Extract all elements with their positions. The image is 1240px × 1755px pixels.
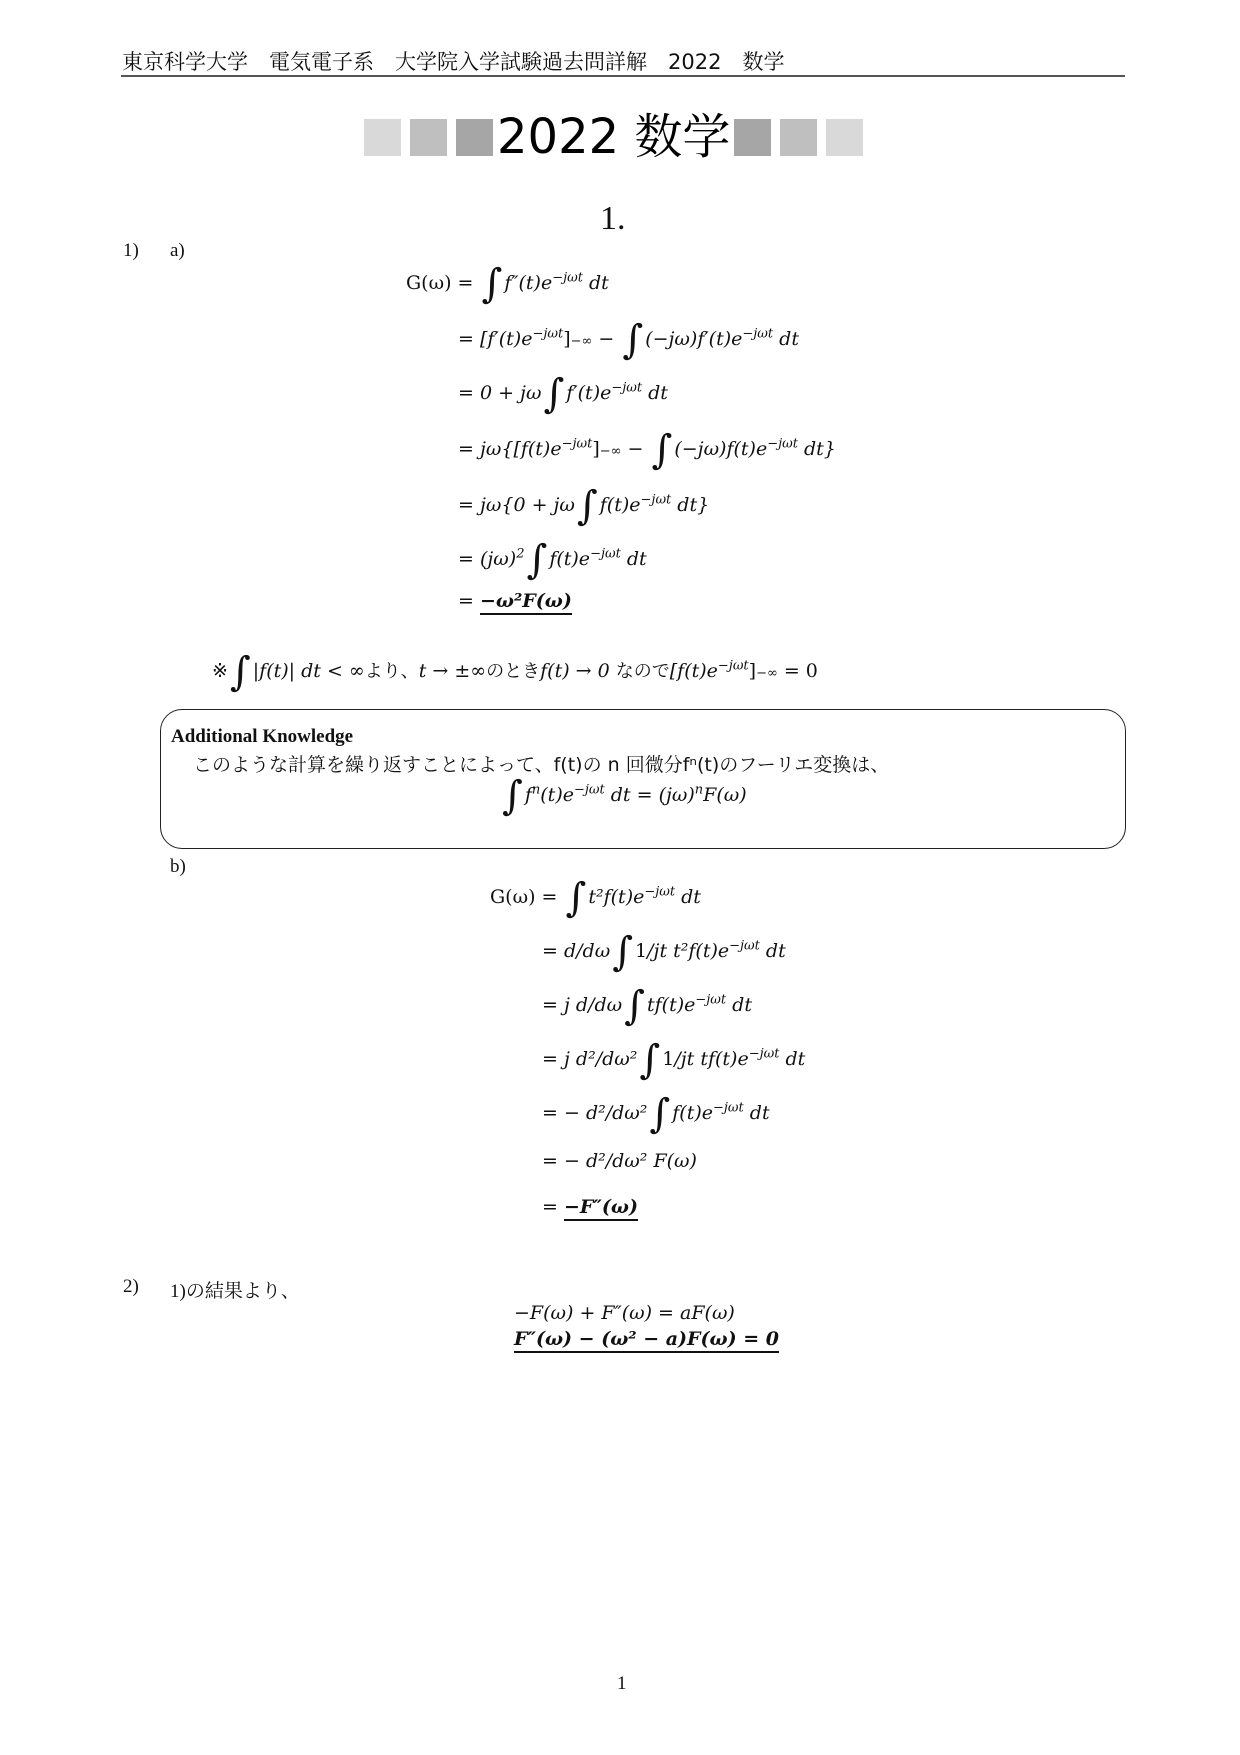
note-line	[212, 649, 818, 695]
differential: dt}	[797, 438, 836, 460]
integral-sign: ∫	[526, 537, 548, 583]
denominator: jt	[653, 940, 668, 962]
limit-result: f(t) → 0	[540, 660, 616, 682]
term: j	[563, 1048, 570, 1070]
integral-sign: ∫	[565, 875, 587, 921]
exponent: −jωt	[713, 1100, 744, 1116]
section-number: 1.	[600, 200, 626, 237]
exponent: −jωt	[561, 436, 593, 452]
differential: dt}	[671, 494, 710, 516]
exponent: −jωt	[573, 782, 605, 798]
equation-a-result	[458, 590, 572, 612]
denominator: dω²	[612, 1150, 648, 1172]
decor-square	[410, 119, 447, 156]
equals: =	[542, 940, 558, 962]
box-formula	[500, 773, 747, 819]
term: [f′(t)e	[479, 328, 533, 350]
numerator: d	[563, 940, 577, 962]
equals: =	[542, 1196, 558, 1218]
reference-mark: ※	[212, 660, 228, 682]
equals: =	[542, 1048, 558, 1070]
equation-a-line-4	[458, 427, 836, 473]
subpart-label-a: a)	[170, 240, 185, 261]
term: jω{[f(t)e	[479, 438, 562, 460]
box-text: このような計算を繰り返すことによって、f(t)の n 回微分fⁿ(t)のフーリエ変換は、	[193, 754, 890, 776]
note-text: より、	[364, 661, 419, 682]
answer-a: −ω²F(ω)	[480, 590, 572, 615]
exponent: −jωt	[611, 380, 643, 396]
differential: dt	[726, 994, 752, 1016]
exponent: −jωt	[644, 884, 676, 900]
lhs: G(ω) =	[490, 886, 558, 908]
integrand: (−jω)f′(t)e	[645, 328, 743, 350]
integral-sign: ∫	[639, 1037, 661, 1083]
differential: dt	[779, 1048, 806, 1070]
integrand: f″(t)e	[504, 272, 553, 294]
decor-square	[456, 119, 493, 156]
integral-sign: ∫	[624, 983, 645, 1029]
box-title: Additional Knowledge	[171, 726, 354, 747]
differential: dt	[743, 1102, 770, 1124]
minus: −	[592, 328, 621, 350]
denominator: jt	[680, 1048, 695, 1070]
exponent: −jωt	[532, 326, 564, 342]
equation-b-line-4: = j d²/dω²∫ 1/jt $tf(t)e^{-j\omega t}$ dt	[542, 1037, 806, 1083]
equation-a-line-2	[458, 317, 799, 363]
integrand: t²f(t)e	[673, 940, 730, 962]
exponent: 2	[516, 546, 525, 562]
integral-sign: ∫	[502, 773, 523, 819]
equation-a-line-5	[458, 483, 710, 529]
exponent: −jωt	[729, 938, 760, 954]
integrand: tf(t)e	[700, 1048, 749, 1070]
integral-sign: ∫	[543, 371, 565, 417]
integrand: t²f(t)e	[588, 886, 645, 908]
equation-2-line-1: −F(ω) + F″(ω) = aF(ω)	[514, 1302, 735, 1324]
integrand: f	[524, 784, 532, 806]
numerator: d	[575, 994, 589, 1016]
part-label-2: 2)	[123, 1276, 139, 1297]
exponent: n	[694, 782, 704, 798]
equals: =	[458, 494, 474, 516]
decor-square	[364, 119, 401, 156]
condition: |f(t)| dt < ∞	[252, 660, 365, 682]
equals: =	[458, 590, 474, 612]
exponent: n	[531, 782, 541, 798]
numerator: 1	[635, 940, 648, 962]
numerator: d²	[575, 1048, 596, 1070]
exponent: −jωt	[767, 436, 798, 452]
rhs: F(ω)	[703, 784, 747, 806]
differential: dt	[582, 272, 609, 294]
integral-sign: ∫	[576, 483, 598, 529]
page-number: 1	[617, 1673, 627, 1694]
term: F(ω)	[653, 1150, 697, 1172]
numerator: d²	[585, 1150, 606, 1172]
intro-text: 1)の結果より、	[170, 1281, 300, 1302]
term: −	[563, 1102, 580, 1124]
equation-a-line-6	[458, 537, 647, 583]
equation-a-line-1	[406, 261, 609, 307]
equals: =	[458, 328, 474, 350]
page-title: 2022 数学	[497, 109, 731, 165]
exponent: −jωt	[742, 326, 774, 342]
integral-sign: ∫	[622, 317, 644, 363]
denominator: dω²	[612, 1102, 648, 1124]
numerator: 1	[662, 1048, 675, 1070]
integrand: f(t)e	[599, 494, 641, 516]
minus: −	[621, 438, 650, 460]
exponent: −jωt	[590, 546, 621, 562]
denominator: dω²	[602, 1048, 638, 1070]
equals: =	[458, 438, 474, 460]
part-label: 1)	[123, 240, 139, 261]
exponent: −jωt	[695, 992, 727, 1008]
limit-expr: t → ±∞	[418, 660, 487, 682]
limit: −∞	[599, 444, 622, 459]
differential: dt	[675, 886, 701, 908]
note-text: のとき	[486, 661, 541, 682]
integral-sign: ∫	[229, 649, 251, 695]
decor-square	[734, 119, 771, 156]
bracket: ]	[748, 660, 757, 682]
numerator: d²	[585, 1102, 606, 1124]
decor-square	[780, 119, 817, 156]
equation-b-result	[542, 1196, 638, 1218]
equals: =	[542, 1150, 558, 1172]
equals: =	[458, 382, 474, 404]
part2-intro	[170, 1276, 300, 1303]
differential: dt	[642, 382, 668, 404]
integral-sign: ∫	[481, 261, 503, 307]
differential: dt	[759, 940, 786, 962]
equals: =	[458, 548, 474, 570]
equation-b-line-6: = − d²/dω² F(ω)	[542, 1150, 697, 1172]
term: [f(t)e	[669, 660, 718, 682]
equation-b-line-1	[490, 875, 701, 921]
integrand: (t)e	[540, 784, 574, 806]
answer-b: −F″(ω)	[564, 1196, 638, 1221]
subpart-label-b: b)	[170, 856, 186, 877]
decor-square	[826, 119, 863, 156]
equation-a-line-3	[458, 371, 668, 417]
integral-sign: ∫	[612, 929, 634, 975]
term: (jω)	[479, 548, 517, 570]
denominator: dω	[582, 940, 611, 962]
integral-sign: ∫	[649, 1091, 671, 1137]
limit: −∞	[570, 334, 593, 349]
lhs: G(ω) =	[406, 272, 474, 294]
running-header: 東京科学大学 電気電子系 大学院入学試験過去問詳解 2022 数学	[122, 50, 785, 74]
title-banner	[364, 106, 872, 168]
term: 0 + jω	[479, 382, 542, 404]
equation-b-line-2: = d/dω∫ 1/jt $t^2f(t)e^{-j\omega t}$ dt	[542, 929, 786, 975]
bracket: ]	[592, 438, 600, 460]
integrand: f(t)e	[549, 548, 591, 570]
equals: =	[542, 1102, 558, 1124]
equals-zero: = 0	[777, 660, 818, 682]
term: jω{0 + jω	[479, 494, 575, 516]
exponent: −jωt	[640, 492, 672, 508]
integrand: (−jω)f(t)e	[674, 438, 768, 460]
bracket: ]	[563, 328, 571, 350]
rhs: dt = (jω)	[604, 784, 695, 806]
note-text: なので	[615, 661, 670, 682]
differential: dt	[620, 548, 647, 570]
equation-b-line-5: = − d²/dω²∫ $f(t)e^{-j\omega t}$ dt	[542, 1091, 770, 1137]
denominator: dω	[594, 994, 623, 1016]
integral-sign: ∫	[651, 427, 673, 473]
term: −	[563, 1150, 580, 1172]
exponent: −jωt	[717, 658, 749, 674]
header-divider	[121, 75, 1125, 77]
equation-b-line-3: = j d/dω∫ $tf(t)e^{-j\omega t}$ dt	[542, 983, 752, 1029]
integrand: f′(t)e	[566, 382, 612, 404]
limit: −∞	[756, 666, 778, 681]
equation-2-result: F″(ω) − (ω² − a)F(ω) = 0	[514, 1328, 779, 1353]
integrand: tf(t)e	[647, 994, 696, 1016]
differential: dt	[773, 328, 799, 350]
exponent: −jωt	[552, 270, 583, 286]
term: j	[563, 994, 570, 1016]
exponent: −jωt	[748, 1046, 780, 1062]
integrand: f(t)e	[672, 1102, 713, 1124]
equals: =	[542, 994, 558, 1016]
